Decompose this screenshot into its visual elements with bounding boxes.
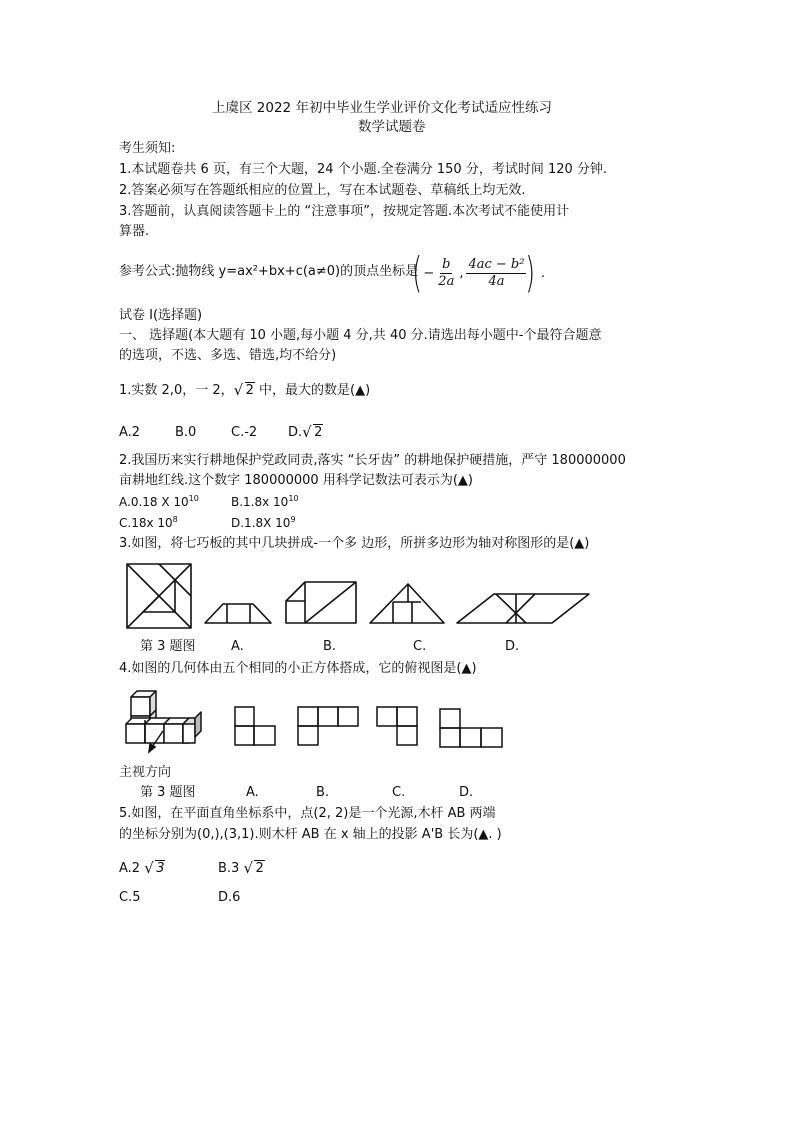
question-2-stem: 2.我国历来实行耕地保护党政同责,落实 “长牙齿” 的耕地保护硬措施，严守 180000000 [119,453,626,468]
top-view-option-b-figure [298,707,358,745]
notice-item-1: 1.本试题卷共 6 页，有三个大题，24 个小题.全卷满分 150 分，考试时间 120 分钟. [119,162,608,177]
fraction-y-numerator: 4ac − b² [468,256,525,272]
q1-option-b: B.0 [175,425,197,440]
notice-item-2: 2.答案必须写在答题纸相应的位置上，写在本试题卷、草稿纸上均无效. [119,183,526,198]
q5-option-b [218,860,265,878]
question-1-text-end: 中，最大的数是(▲) [254,383,371,398]
q3-option-d: D. [505,639,520,654]
paper-heading: 试卷 I(选择题) [119,308,203,323]
q2-option-d-base: D.1.8X 10 [231,516,291,530]
q4-option-d: D. [459,785,474,800]
fraction-x-denominator: 2a [438,273,455,289]
q5-option-d: D.6 [218,890,241,905]
page-title: 上虞区 2022 年初中毕业生学业评价文化考试适应性练习 [212,100,552,116]
right-paren: ) [525,248,536,297]
notice-heading: 考生须知: [119,141,176,156]
q5-option-a [119,860,165,878]
radicand: 2 [314,425,323,440]
tangram-option-b-figure [286,582,356,623]
radicand: 2 [255,861,264,876]
q4-option-b: B. [316,785,330,800]
q3-option-b: B. [323,639,337,654]
q2-option-b-exponent: 10 [288,494,299,503]
fraction-x-numerator: b [442,256,451,272]
q3-figure-label: 第 3 题图 [140,639,196,654]
page-subtitle: 数学试题卷 [358,119,426,135]
top-view-option-a-figure [235,707,275,745]
fraction-y-denominator: 4a [488,273,505,289]
question-4-stem: 4.如图的几何体由五个相同的小正方体搭成，它的俯视图是(▲) [119,661,477,676]
notice-item-3: 3.答题前，认真阅读答题卡上的 “注意事项”，按规定答题.本次考试不能使用计 [119,204,570,219]
q4-figure-label: 第 3 题图 [140,785,196,800]
notice-item-3-cont: 算器. [119,224,150,239]
question-2-stem-cont: 亩耕地红线.这个数字 180000000 用科学记数法可表示为(▲) [119,473,473,488]
question-5-stem-cont: 的坐标分别为(0,),(3,1).则木杆 AB 在 x 轴上的投影 A'B 长为(▲. ) [119,827,502,842]
tangram-option-d-figure [457,594,589,623]
tangram-option-a-figure [205,604,271,623]
radicand: 2 [245,383,254,398]
sqrt-symbol [243,860,264,878]
q2-option-c-exponent: 8 [172,515,178,524]
q1-option-c: C.-2 [231,425,258,440]
cube-solid-figure [126,691,201,743]
tangram-square-figure [127,564,191,628]
q2-option-a-exponent: 10 [188,494,199,503]
q4-option-a: A. [246,785,259,800]
q3-option-a: A. [231,639,244,654]
sqrt-symbol [144,860,165,878]
formula-text: 参考公式:抛物线 y=ax²+bx+c(a≠0)的顶点坐标是 [119,264,419,279]
view-direction-label: 主视方向 [119,765,172,780]
q1-option-a: A.2 [119,425,141,440]
q3-option-c: C. [413,639,427,654]
q2-option-d-exponent: 9 [290,515,296,524]
section-heading-cont: 的选项，不选、多选、错选,均不给分) [119,348,337,363]
q2-option-b-base: B.1.8x 10 [231,495,289,509]
minus-sign: − [423,265,435,281]
top-view-option-d-figure [440,709,502,747]
q2-option-c-base: C.18x 10 [119,516,173,530]
top-view-option-c-figure [377,707,417,745]
left-paren: ( [412,248,423,297]
q5-option-b-label: B.3 [218,861,244,876]
tangram-option-c-figure [370,584,444,623]
q4-option-c: C. [392,785,406,800]
comma: , [459,265,464,281]
q2-option-a-base: A.0.18 X 10 [119,495,189,509]
question-5-stem: 5.如图，在平面直角坐标系中，点(2, 2)是一个光源,木杆 AB 两端 [119,806,496,821]
question-1-text: 1.实数 2,0，一 2， [119,383,234,398]
question-3-stem: 3.如图，将七巧板的其中几块拼成-一个多 边形，所拼多边形为轴对称图形的是(▲) [119,536,590,551]
q1-option-d-label: D. [288,425,303,440]
radicand: 3 [156,861,165,876]
formula-period: . [540,265,545,281]
section-heading: 一、 选择题(本大题有 10 小题,每小题 4 分,共 40 分.请选出每小题中-个最符合题意 [119,328,602,343]
q5-option-a-label: A.2 [119,861,145,876]
q5-option-c: C.5 [119,890,141,905]
